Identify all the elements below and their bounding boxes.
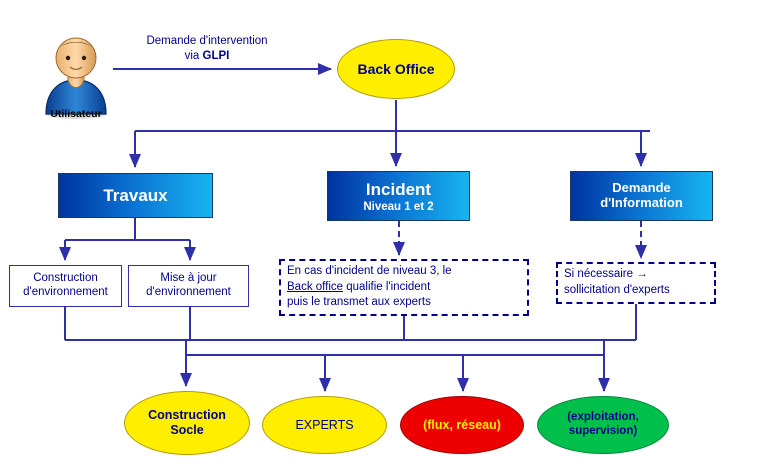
- note-demande-line1: Si nécessaire →: [564, 268, 648, 281]
- node-construction-line2: d'environnement: [23, 286, 108, 298]
- edge-label-line2: [124, 49, 290, 64]
- node-experts[interactable]: [262, 396, 387, 454]
- node-exploitation-line1: (exploitation,: [567, 411, 639, 424]
- edge-label-via: via: [184, 49, 203, 62]
- note-incident-line2-underlined: Back office: [287, 280, 344, 293]
- user-avatar-icon: [38, 28, 114, 120]
- node-construction-socle-line2: Socle: [170, 423, 204, 437]
- note-demande-line2: sollicitation d'experts: [564, 284, 670, 296]
- note-incident-line2: [287, 280, 430, 296]
- node-demande-information[interactable]: [570, 171, 713, 221]
- node-construction-line1: Construction: [33, 272, 98, 285]
- node-incident[interactable]: [327, 171, 470, 221]
- node-construction-socle[interactable]: [124, 391, 250, 455]
- edge-label-line1: Demande d'intervention: [146, 35, 268, 47]
- node-construction-socle-line1: Construction: [148, 408, 226, 422]
- node-miseajour-line1: Mise à jour: [160, 272, 217, 285]
- node-demande-line1: Demande: [612, 180, 671, 196]
- note-incident-line3: puis le transmet aux experts: [287, 296, 431, 309]
- note-incident-line1: En cas d'incident de niveau 3, le: [287, 265, 452, 278]
- node-back-office-label: Back Office: [357, 61, 435, 77]
- node-miseajour-line2: d'environnement: [146, 286, 231, 298]
- node-exploitation-line2: supervision): [568, 425, 638, 437]
- node-incident-subtitle: Niveau 1 et 2: [363, 200, 434, 213]
- node-mise-a-jour-environnement[interactable]: [128, 265, 249, 307]
- node-back-office[interactable]: [337, 39, 455, 99]
- node-demande-line2: d'Information: [600, 195, 683, 210]
- node-construction-environnement[interactable]: [9, 265, 122, 307]
- node-travaux[interactable]: [58, 173, 213, 218]
- note-sollicitation-experts: [556, 262, 716, 304]
- node-flux-reseau[interactable]: [400, 396, 524, 454]
- edge-label-glpi: GLPI: [202, 49, 230, 62]
- node-experts-label: EXPERTS: [295, 418, 354, 432]
- edge-label-demande-intervention: [124, 34, 290, 64]
- node-travaux-label: Travaux: [103, 185, 168, 205]
- note-incident-niveau-3: [279, 259, 529, 316]
- node-exploitation-supervision[interactable]: [537, 396, 669, 454]
- note-incident-line2-rest: qualifie l'incident: [343, 280, 431, 293]
- node-flux-reseau-label: (flux, réseau): [423, 418, 501, 432]
- node-incident-title: Incident: [365, 179, 432, 199]
- actor-label: Utilisateur: [50, 108, 102, 120]
